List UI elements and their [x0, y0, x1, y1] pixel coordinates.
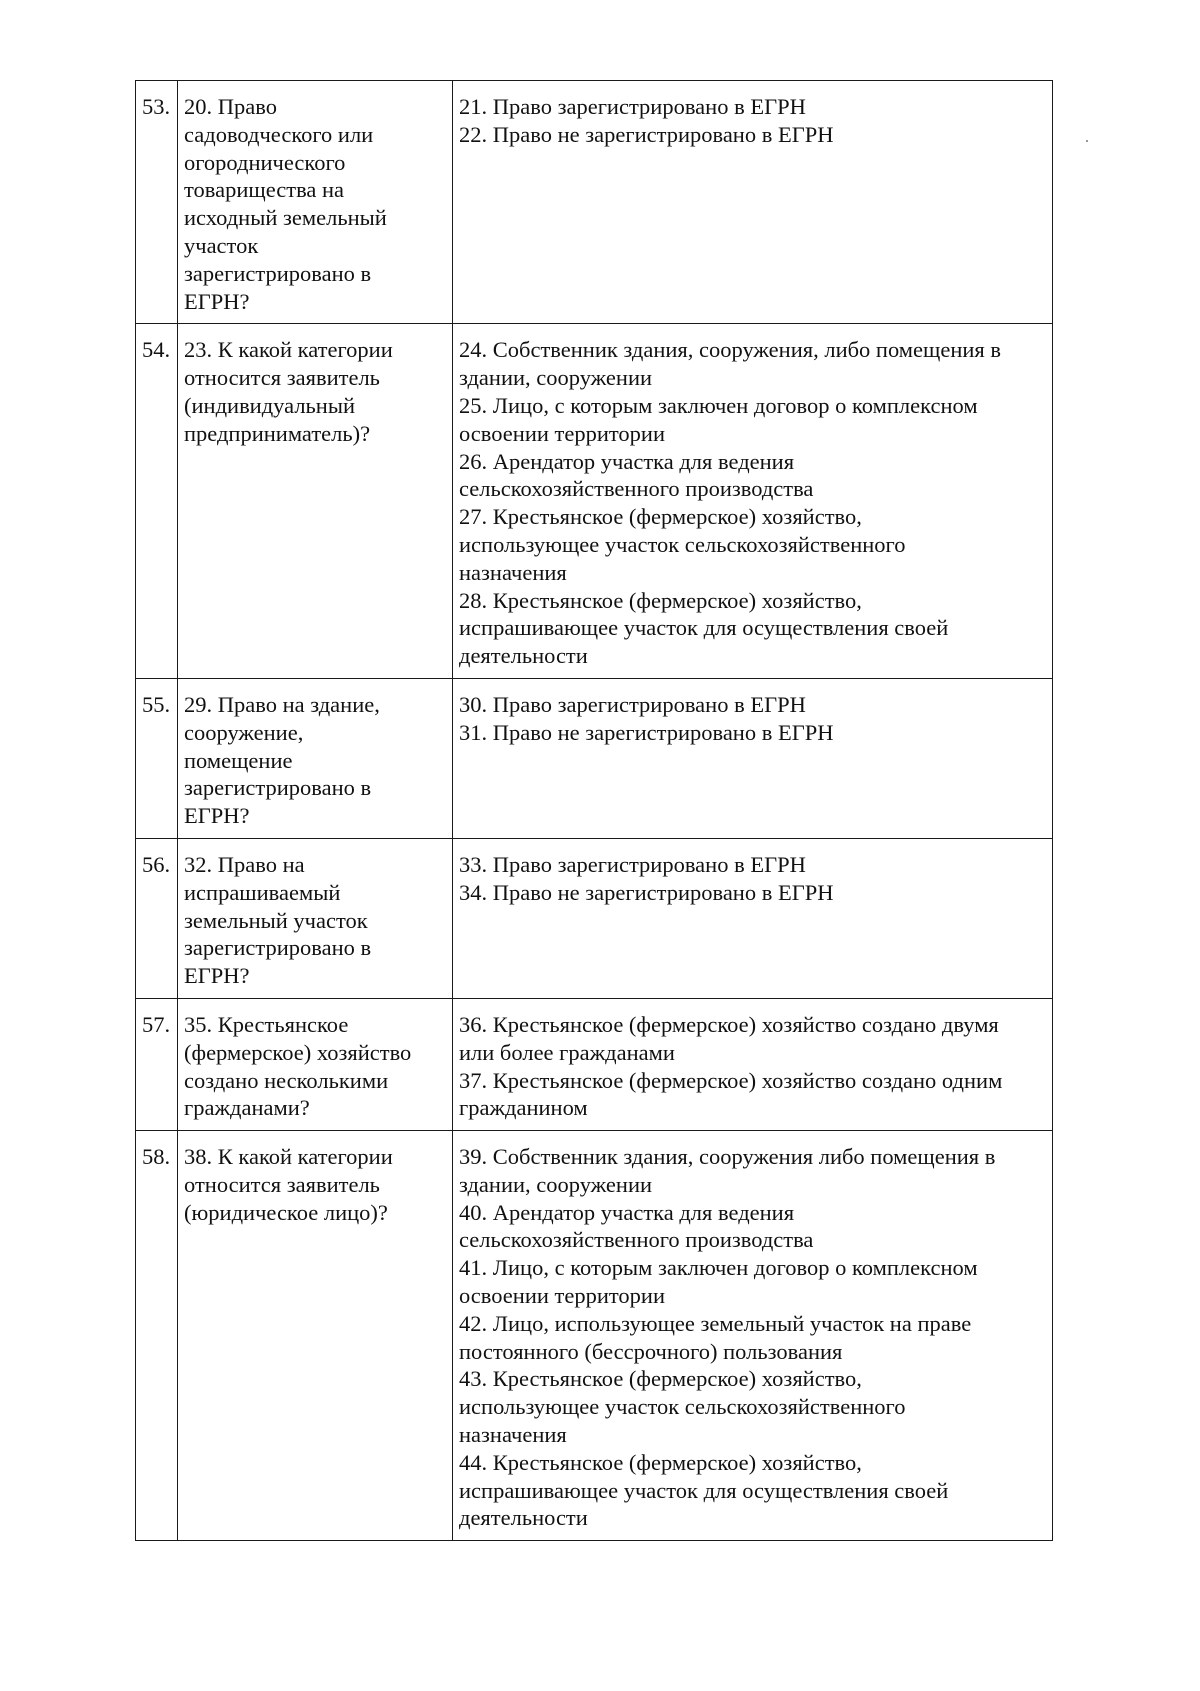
answer-option — [459, 1143, 1044, 1199]
question-line: земельный участок — [184, 907, 368, 933]
answer-option — [459, 336, 1044, 392]
table-row — [136, 81, 1053, 324]
row-number: 58. — [136, 1131, 178, 1541]
table-row — [136, 998, 1053, 1130]
answer-line: 28. Крестьянское (фермерское) хозяйство, — [459, 587, 862, 613]
question-line: создано несколькими — [184, 1067, 389, 1093]
question-line: предприниматель)? — [184, 420, 371, 446]
answer-line: использующее участок сельскохозяйственного — [459, 1394, 906, 1420]
question-line: 38. К какой категории — [184, 1144, 393, 1170]
answer-line: 39. Собственник здания, сооружения либо помещения в — [459, 1144, 996, 1170]
question-line: исходный земельный — [184, 205, 387, 231]
answer-line: или более гражданами — [459, 1039, 675, 1065]
answer-option — [459, 851, 1044, 879]
answer-line: использующее участок сельскохозяйственного — [459, 531, 906, 557]
answer-line: деятельности — [459, 1505, 588, 1531]
question-line: садоводческого или — [184, 121, 374, 147]
question-line: участок — [184, 232, 259, 258]
answer-line: 40. Арендатор участка для ведения — [459, 1199, 795, 1225]
answer-line: испрашивающее участок для осуществления своей — [459, 1477, 949, 1503]
question-cell — [178, 678, 453, 838]
answers-cell — [453, 324, 1053, 679]
question-line: 29. Право на здание, — [184, 691, 380, 717]
answer-line: 44. Крестьянское (фермерское) хозяйство, — [459, 1449, 862, 1475]
answer-line: 31. Право не зарегистрировано в ЕГРН — [459, 719, 834, 745]
row-number: 53. — [136, 81, 178, 324]
answer-line: освоении территории — [459, 420, 666, 446]
question-line: 32. Право на — [184, 851, 305, 877]
answer-option — [459, 691, 1044, 719]
answer-line: 33. Право зарегистрировано в ЕГРН — [459, 851, 806, 877]
question-line: ЕГРН? — [184, 288, 250, 314]
answer-line: 41. Лицо, с которым заключен договор о комплексном — [459, 1255, 978, 1281]
row-number: 55. — [136, 678, 178, 838]
question-line: гражданами? — [184, 1095, 310, 1121]
answer-option — [459, 1449, 1044, 1532]
answer-line: деятельности — [459, 643, 588, 669]
answer-line: 27. Крестьянское (фермерское) хозяйство, — [459, 504, 862, 530]
answer-line: сельскохозяйственного производства — [459, 476, 814, 502]
question-line: зарегистрировано в — [184, 260, 372, 286]
answers-cell — [453, 998, 1053, 1130]
answer-option — [459, 1254, 1044, 1310]
answer-line: освоении территории — [459, 1283, 666, 1309]
table-body — [136, 81, 1053, 1541]
answers-cell — [453, 838, 1053, 998]
answer-line: 25. Лицо, с которым заключен договор о комплексном — [459, 392, 978, 418]
answers-cell — [453, 81, 1053, 324]
scan-artifact — [1086, 140, 1088, 142]
question-line: относится заявитель — [184, 365, 380, 391]
question-cell — [178, 838, 453, 998]
answer-option — [459, 1011, 1044, 1067]
answer-line: 24. Собственник здания, сооружения, либо помещения в — [459, 337, 1002, 363]
answer-line: здании, сооружении — [459, 1171, 653, 1197]
row-number: 54. — [136, 324, 178, 679]
question-line: ЕГРН? — [184, 963, 250, 989]
question-line: 23. К какой категории — [184, 337, 393, 363]
answers-cell — [453, 1131, 1053, 1541]
answer-option — [459, 503, 1044, 586]
table-row — [136, 324, 1053, 679]
question-line: сооружение, — [184, 719, 304, 745]
question-line: (индивидуальный — [184, 392, 356, 418]
question-cell — [178, 81, 453, 324]
question-line: 20. Право — [184, 94, 277, 119]
answer-line: 43. Крестьянское (фермерское) хозяйство, — [459, 1366, 862, 1392]
answer-option — [459, 1365, 1044, 1448]
question-line: зарегистрировано в — [184, 775, 372, 801]
answer-option — [459, 719, 1044, 747]
answer-option — [459, 879, 1044, 907]
question-line: 35. Крестьянское — [184, 1011, 349, 1037]
question-line: относится заявитель — [184, 1171, 380, 1197]
answer-option — [459, 392, 1044, 448]
answer-option — [459, 93, 1044, 121]
answer-line: 21. Право зарегистрировано в ЕГРН — [459, 94, 806, 119]
answer-option — [459, 1067, 1044, 1123]
answer-option — [459, 448, 1044, 504]
answer-line: назначения — [459, 1422, 567, 1448]
question-line: огороднического — [184, 149, 346, 175]
question-line: испрашиваемый — [184, 879, 341, 905]
answer-line: здании, сооружении — [459, 365, 653, 391]
table-row — [136, 678, 1053, 838]
document-table — [135, 80, 1053, 1541]
answer-line: 30. Право зарегистрировано в ЕГРН — [459, 691, 806, 717]
answer-option — [459, 1199, 1044, 1255]
question-line: (фермерское) хозяйство — [184, 1039, 412, 1065]
answer-line: назначения — [459, 559, 567, 585]
answer-option — [459, 587, 1044, 670]
question-cell — [178, 998, 453, 1130]
question-cell — [178, 1131, 453, 1541]
question-line: ЕГРН? — [184, 803, 250, 829]
answer-line: гражданином — [459, 1095, 588, 1121]
answer-line: 22. Право не зарегистрировано в ЕГРН — [459, 121, 834, 147]
answer-line: постоянного (бессрочного) пользования — [459, 1338, 843, 1364]
answer-line: 26. Арендатор участка для ведения — [459, 448, 795, 474]
answer-line: 42. Лицо, использующее земельный участок на праве — [459, 1310, 972, 1336]
table-row — [136, 1131, 1053, 1541]
answer-option — [459, 1310, 1044, 1366]
question-line: товарищества на — [184, 177, 345, 203]
question-line: зарегистрировано в — [184, 935, 372, 961]
row-number: 56. — [136, 838, 178, 998]
answer-line: 34. Право не зарегистрировано в ЕГРН — [459, 879, 834, 905]
table-row — [136, 838, 1053, 998]
answer-line: испрашивающее участок для осуществления своей — [459, 615, 949, 641]
answer-line: сельскохозяйственного производства — [459, 1227, 814, 1253]
question-cell — [178, 324, 453, 679]
row-number: 57. — [136, 998, 178, 1130]
answer-option — [459, 121, 1044, 149]
question-line: (юридическое лицо)? — [184, 1199, 388, 1225]
answer-line: 37. Крестьянское (фермерское) хозяйство создано одним — [459, 1067, 1003, 1093]
answer-line: 36. Крестьянское (фермерское) хозяйство создано двумя — [459, 1011, 999, 1037]
question-line: помещение — [184, 747, 293, 773]
answers-cell — [453, 678, 1053, 838]
